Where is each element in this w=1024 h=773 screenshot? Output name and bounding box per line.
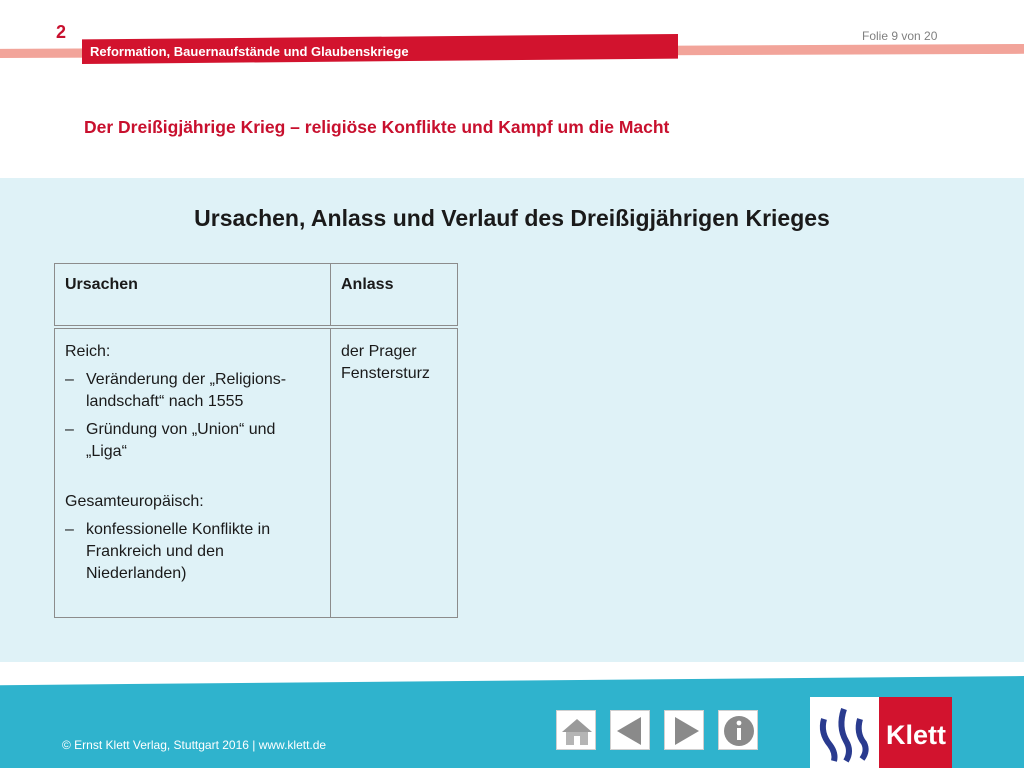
anlass-text: der Prager Fenstersturz bbox=[341, 343, 430, 382]
chapter-banner-title: Reformation, Bauernaufstände und Glaubenskriege bbox=[90, 44, 409, 59]
info-button[interactable] bbox=[718, 710, 758, 750]
next-slide-button[interactable] bbox=[664, 710, 704, 750]
copyright-text: © Ernst Klett Verlag, Stuttgart 2016 | www.klett.de bbox=[62, 738, 327, 752]
klett-logo-text: Klett bbox=[886, 720, 946, 750]
table-cell-anlass bbox=[330, 328, 458, 618]
dash-bullet: – bbox=[65, 421, 74, 438]
list-item bbox=[65, 369, 320, 413]
slide-counter: Folie 9 von 20 bbox=[862, 29, 938, 43]
slide-title: Ursachen, Anlass und Verlauf des Dreißigjährigen Krieges bbox=[194, 205, 830, 231]
list-item bbox=[65, 419, 320, 463]
page-heading: Der Dreißigjährige Krieg – religiöse Konflikte und Kampf um die Macht bbox=[84, 117, 670, 137]
info-icon bbox=[719, 711, 759, 751]
table-cell-ursachen bbox=[54, 328, 331, 618]
home-button[interactable] bbox=[556, 710, 596, 750]
table-header-ursachen: Ursachen bbox=[54, 263, 331, 326]
home-icon bbox=[557, 711, 597, 751]
prev-slide-button[interactable] bbox=[610, 710, 650, 750]
klett-emblem-icon bbox=[810, 697, 879, 768]
list-item-text: Gründung von „Union“ und „Liga“ bbox=[86, 421, 276, 460]
footer-divider bbox=[0, 662, 1024, 676]
slide-header bbox=[0, 0, 1024, 178]
chapter-number: 2 bbox=[56, 22, 67, 42]
list-item-text: Veränderung der „Religions-landschaft“ nach 1555 bbox=[86, 371, 287, 410]
arrow-right-icon bbox=[665, 711, 705, 751]
list-item bbox=[65, 519, 320, 585]
reich-label: Reich: bbox=[65, 343, 111, 360]
table-header-anlass: Anlass bbox=[330, 263, 458, 326]
arrow-left-icon bbox=[611, 711, 651, 751]
list-item-text: konfessionelle Konflikte in Frankreich und den Niederlanden) bbox=[86, 521, 271, 582]
dash-bullet: – bbox=[65, 371, 74, 388]
europa-label: Gesamteuropäisch: bbox=[65, 493, 204, 510]
dash-bullet: – bbox=[65, 521, 74, 538]
